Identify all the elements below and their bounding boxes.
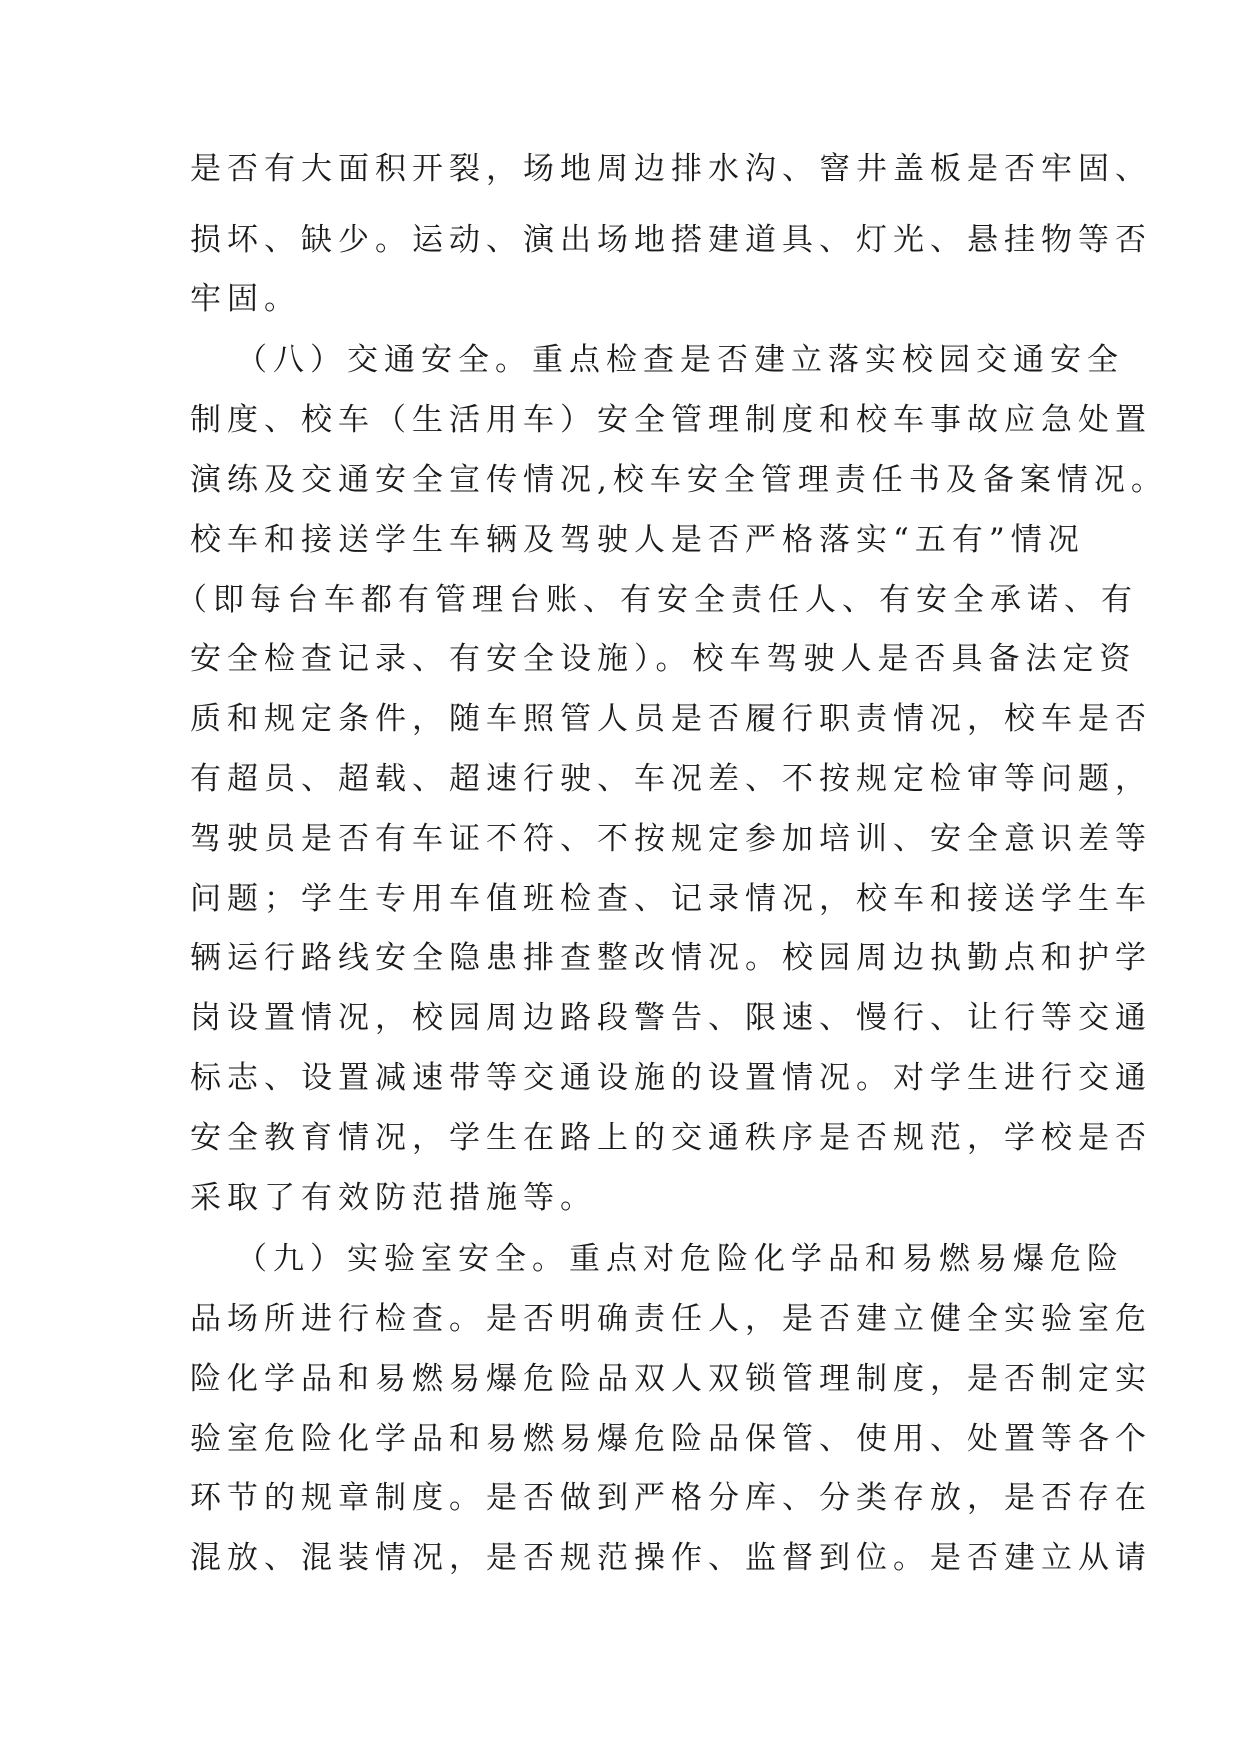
text-line: 环节的规章制度。是否做到严格分库、分类存放，是否存在 xyxy=(190,1480,1152,1516)
text-line: 校车和接送学生车辆及驾驶人是否严格落实“五有”情况 xyxy=(190,522,1085,558)
text-line: 是否有大面积开裂，场地周边排水沟、窨井盖板是否牢固、 xyxy=(190,151,1152,187)
text-line: 辆运行路线安全隐患排查整改情况。校园周边执勤点和护学 xyxy=(190,940,1152,976)
text-line: 损坏、缺少。运动、演出场地搭建道具、灯光、悬挂物等否 xyxy=(190,222,1152,258)
text-line: 制度、校车（生活用车）安全管理制度和校车事故应急处置 xyxy=(190,402,1152,438)
text-line: 质和规定条件，随车照管人员是否履行职责情况，校车是否 xyxy=(190,701,1152,737)
text-line: 品场所进行检查。是否明确责任人，是否建立健全实验室危 xyxy=(190,1301,1152,1337)
text-line: 驾驶员是否有车证不符、不按规定参加培训、安全意识差等 xyxy=(190,821,1152,857)
text-line: 安全教育情况，学生在路上的交通秩序是否规范，学校是否 xyxy=(190,1120,1152,1156)
text-line: 安全检查记录、有安全设施）。校车驾驶人是否具备法定资 xyxy=(190,641,1137,677)
text-line: （即每台车都有管理台账、有安全责任人、有安全承诺、有 xyxy=(176,582,1138,618)
text-line: 混放、混装情况，是否规范操作、监督到位。是否建立从请 xyxy=(190,1540,1152,1576)
text-line: 岗设置情况，校园周边路段警告、限速、慢行、让行等交通 xyxy=(190,1000,1152,1036)
text-line: 采取了有效防范措施等。 xyxy=(190,1180,597,1216)
text-line: 险化学品和易燃易爆危险品双人双锁管理制度，是否制定实 xyxy=(190,1361,1152,1397)
section-heading-line: （八）交通安全。重点检查是否建立落实校园交通安全 xyxy=(236,342,1124,378)
text-line: 问题；学生专用车值班检查、记录情况，校车和接送学生车 xyxy=(190,881,1152,917)
text-line: 牢固。 xyxy=(190,281,301,317)
text-line: 有超员、超载、超速行驶、车况差、不按规定检审等问题， xyxy=(190,761,1152,797)
text-line: 验室危险化学品和易燃易爆危险品保管、使用、处置等各个 xyxy=(190,1421,1152,1457)
text-line: 标志、设置减速带等交通设施的设置情况。对学生进行交通 xyxy=(190,1060,1152,1096)
section-heading-line: （九）实验室安全。重点对危险化学品和易燃易爆危险 xyxy=(236,1241,1124,1277)
text-line: 演练及交通安全宣传情况,校车安全管理责任书及备案情况。 xyxy=(190,462,1168,498)
